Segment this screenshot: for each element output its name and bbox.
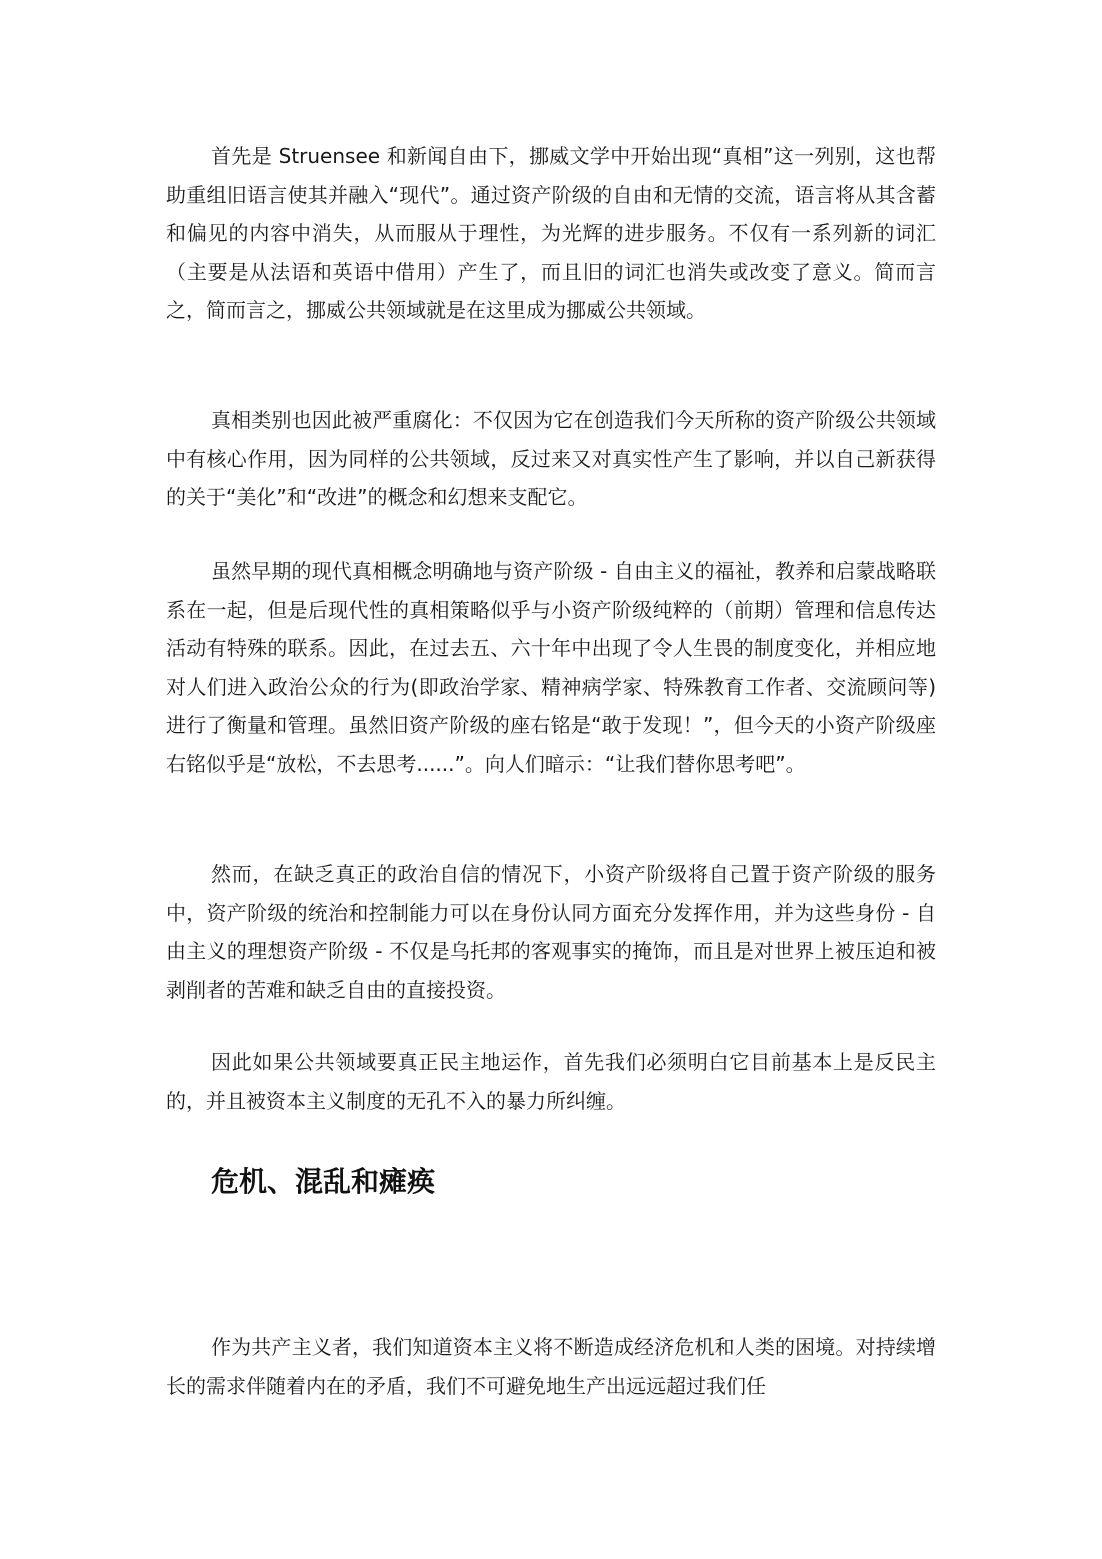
section-heading: 危机、混乱和瘫痪 [211,1165,436,1198]
paragraph-5: 因此如果公共领域要真正民主地运作，首先我们必须明白它目前基本上是反民主的，并且被资本主义制度的无孔不入的暴力所纠缠。 [166,1050,936,1113]
paragraph-4: 然而，在缺乏真正的政治自信的情况下，小资产阶级将自己置于资产阶级的服务中，资产阶级的统治和控制能力可以在身份认同方面充分发挥作用，并为这些身份 - 自由主义的理想资产阶级 - 不仅是乌托邦的客观事实的掩饰，而且是对世界上被压迫和被剥削者的苦难和缺乏自由的直接投资。 [166,862,936,1002]
paragraph-3: 虽然早期的现代真相概念明确地与资产阶级 - 自由主义的福祉，教养和启蒙战略联系在一起，但是后现代性的真相策略似乎与小资产阶级纯粹的（前期）管理和信息传达活动有特殊的联系。因此，在过去五、六十年中出现了令人生畏的制度变化，并相应地对人们进入政治公众的行为(即政治学家、精神病学家、特殊教育工作者、交流顾问等)进行了衡量和管理。虽然旧资产阶级的座右铭是“敢于发现！”，但今天的小资产阶级座右铭似乎是“放松，不去思考......”。向人们暗示：“让我们替你思考吧”。 [166,559,936,776]
paragraph-2: 真相类别也因此被严重腐化：不仅因为它在创造我们今天所称的资产阶级公共领域中有核心作用，因为同样的公共领域，反过来又对真实性产生了影响，并以自己新获得的关于“美化”和“改进”的概念和幻想来支配它。 [166,408,936,509]
paragraph-after-heading: 作为共产主义者，我们知道资本主义将不断造成经济危机和人类的困境。对持续增长的需求伴随着内在的矛盾，我们不可避免地生产出远远超过我们任 [166,1335,936,1398]
paragraph-1: 首先是 Struensee 和新闻自由下，挪威文学中开始出现“真相”这一列别，这也帮助重组旧语言使其并融入“现代”。通过资产阶级的自由和无情的交流，语言将从其含蓄和偏见的内容中消失，从而服从于理性，为光辉的进步服务。不仅有一系列新的词汇（主要是从法语和英语中借用）产生了，而且旧的词汇也消失或改变了意义。简而言之，简而言之，挪威公共领域就是在这里成为挪威公共领域。 [166,144,936,322]
